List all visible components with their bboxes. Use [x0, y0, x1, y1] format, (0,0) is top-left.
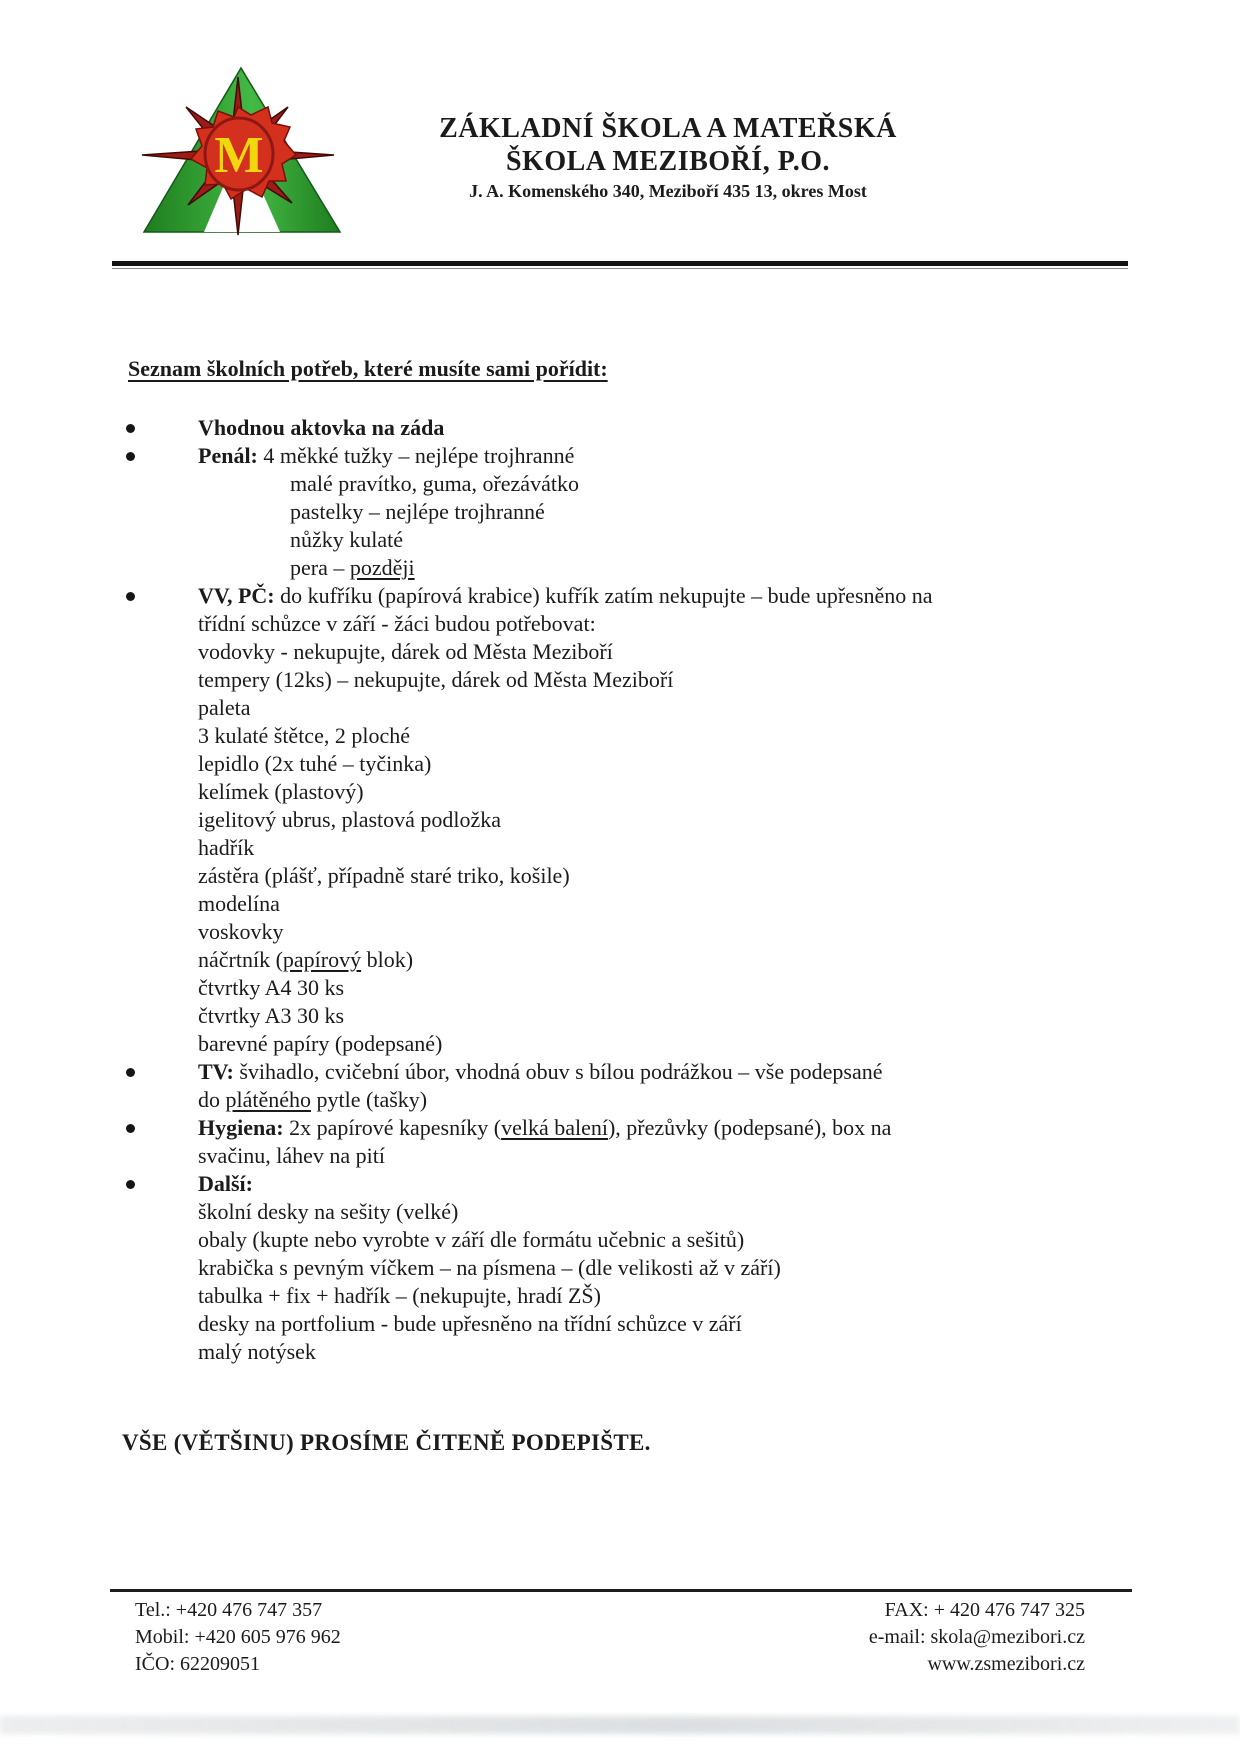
list-item [120, 1114, 1140, 1142]
list-item [120, 1282, 1140, 1310]
list-item [120, 1170, 1140, 1198]
supplies-list [120, 414, 1140, 1366]
list-item [120, 750, 1140, 778]
bullet-icon [126, 592, 135, 601]
list-item [120, 890, 1140, 918]
list-item-text: zástěra (plášť, případně staré triko, košile) [198, 863, 570, 888]
list-item-text: Další: [198, 1171, 253, 1196]
school-name-line1: ZÁKLADNÍ ŠKOLA A MATEŘSKÁ [439, 113, 897, 144]
list-item [120, 1086, 1140, 1114]
list-item-text: svačinu, láhev na pití [198, 1143, 385, 1168]
list-item-text: TV: švihadlo, cvičební úbor, vhodná obuv s bílou podrážkou – vše podepsané [198, 1059, 883, 1084]
list-item-text: tabulka + fix + hadřík – (nekupujte, hradí ZŠ) [198, 1283, 601, 1308]
footer-divider [110, 1589, 1132, 1592]
list-item-text: Penál: 4 měkké tužky – nejlépe trojhranné [198, 443, 575, 468]
list-item-text: Vhodnou aktovka na záda [198, 415, 445, 440]
list-item-text: kelímek (plastový) [198, 779, 364, 804]
list-item [120, 666, 1140, 694]
list-item-text: desky na portfolium - bude upřesněno na třídní schůzce v září [198, 1311, 742, 1336]
list-item [120, 1142, 1140, 1170]
footer-fax: FAX: + 420 476 747 325 [884, 1599, 1085, 1621]
list-item-text: vodovky - nekupujte, dárek od Města Meziboří [198, 639, 613, 664]
list-item-text: krabička s pevným víčkem – na písmena – (dle velikosti až v září) [198, 1255, 781, 1280]
list-item [120, 1226, 1140, 1254]
list-item [120, 1310, 1140, 1338]
list-item [120, 1030, 1140, 1058]
list-item-text: do plátěného pytle (tašky) [198, 1087, 428, 1112]
list-item-text: 3 kulaté štětce, 2 ploché [198, 723, 410, 748]
list-item-text: třídní schůzce v září - žáci budou potřebovat: [198, 611, 596, 636]
list-item [120, 498, 1140, 526]
list-item [120, 442, 1140, 470]
list-item [120, 918, 1140, 946]
footer-website: www.zsmezibori.cz [927, 1653, 1085, 1675]
list-item [120, 1338, 1140, 1366]
list-item-text: náčrtník (papírový blok) [198, 947, 414, 972]
list-item [120, 1198, 1140, 1226]
list-item-text: igelitový ubrus, plastová podložka [198, 807, 502, 832]
list-item-text: pastelky – nejlépe trojhranné [290, 499, 545, 524]
list-item [120, 470, 1140, 498]
list-item-text: modelína [198, 891, 280, 916]
list-item-text: paleta [198, 695, 251, 720]
list-item-text: pera – později [290, 555, 415, 580]
list-item-text: čtvrtky A4 30 ks [198, 975, 345, 1000]
header-divider-bar [112, 261, 1128, 266]
school-address: J. A. Komenského 340, Meziboří 435 13, okres Most [469, 181, 867, 201]
list-item [120, 974, 1140, 1002]
list-item [120, 1058, 1140, 1086]
list-item [120, 862, 1140, 890]
list-item-text: obaly (kupte nebo vyrobte v září dle formátu učebnic a sešitů) [198, 1227, 745, 1252]
list-item-text: Hygiena: 2x papírové kapesníky (velká balení), přezůvky (podepsané), box na [198, 1115, 892, 1140]
list-item [120, 1254, 1140, 1282]
list-item [120, 722, 1140, 750]
list-item [120, 806, 1140, 834]
footer-tel: Tel.: +420 476 747 357 [135, 1599, 323, 1621]
list-item-text: školní desky na sešity (velké) [198, 1199, 459, 1224]
list-item-text: VV, PČ: do kufříku (papírová krabice) kufřík zatím nekupujte – bude upřesněno na [198, 583, 933, 608]
logo-letter-m: M [214, 127, 264, 184]
list-item [120, 610, 1140, 638]
list-item-text: barevné papíry (podepsané) [198, 1031, 443, 1056]
list-item [120, 526, 1140, 554]
list-item [120, 414, 1140, 442]
page-title: Seznam školních potřeb, které musíte sami pořídit: [128, 356, 608, 381]
bullet-icon [126, 452, 135, 461]
footer-contact-left [135, 1597, 341, 1678]
list-item-text: malý notýsek [198, 1339, 316, 1364]
list-item-text: malé pravítko, guma, ořezávátko [290, 471, 579, 496]
bullet-icon [126, 1124, 135, 1133]
header-divider [112, 261, 1128, 269]
list-item [120, 778, 1140, 806]
list-item-text: voskovky [198, 919, 284, 944]
school-logo-icon [138, 64, 348, 236]
scan-artifact [0, 1716, 1240, 1734]
list-item [120, 1002, 1140, 1030]
closing-statement: VŠE (VĚTŠINU) PROSÍME ČITENĚ PODEPIŠTE. [122, 1430, 651, 1455]
bullet-icon [126, 1180, 135, 1189]
list-item [120, 834, 1140, 862]
footer-mobil: Mobil: +420 605 976 962 [135, 1626, 341, 1648]
list-item [120, 582, 1140, 610]
list-item-text: lepidlo (2x tuhé – tyčinka) [198, 751, 432, 776]
list-item-text: čtvrtky A3 30 ks [198, 1003, 345, 1028]
footer-ico: IČO: 62209051 [135, 1653, 260, 1675]
list-item [120, 946, 1140, 974]
school-name-line2: ŠKOLA MEZIBOŘÍ, P.O. [505, 146, 831, 177]
letterhead [417, 112, 919, 202]
footer-email: e-mail: skola@mezibori.cz [868, 1626, 1085, 1648]
bullet-icon [126, 1068, 135, 1077]
list-item [120, 694, 1140, 722]
header-divider-thin [112, 268, 1128, 269]
bullet-icon [126, 424, 135, 433]
list-item [120, 638, 1140, 666]
list-item-text: nůžky kulaté [290, 527, 404, 552]
list-item-text: hadřík [198, 835, 255, 860]
list-item-text: tempery (12ks) – nekupujte, dárek od Města Meziboří [198, 667, 674, 692]
logo-svg [138, 64, 348, 236]
list-item [120, 554, 1140, 582]
footer-contact-right [869, 1597, 1085, 1678]
